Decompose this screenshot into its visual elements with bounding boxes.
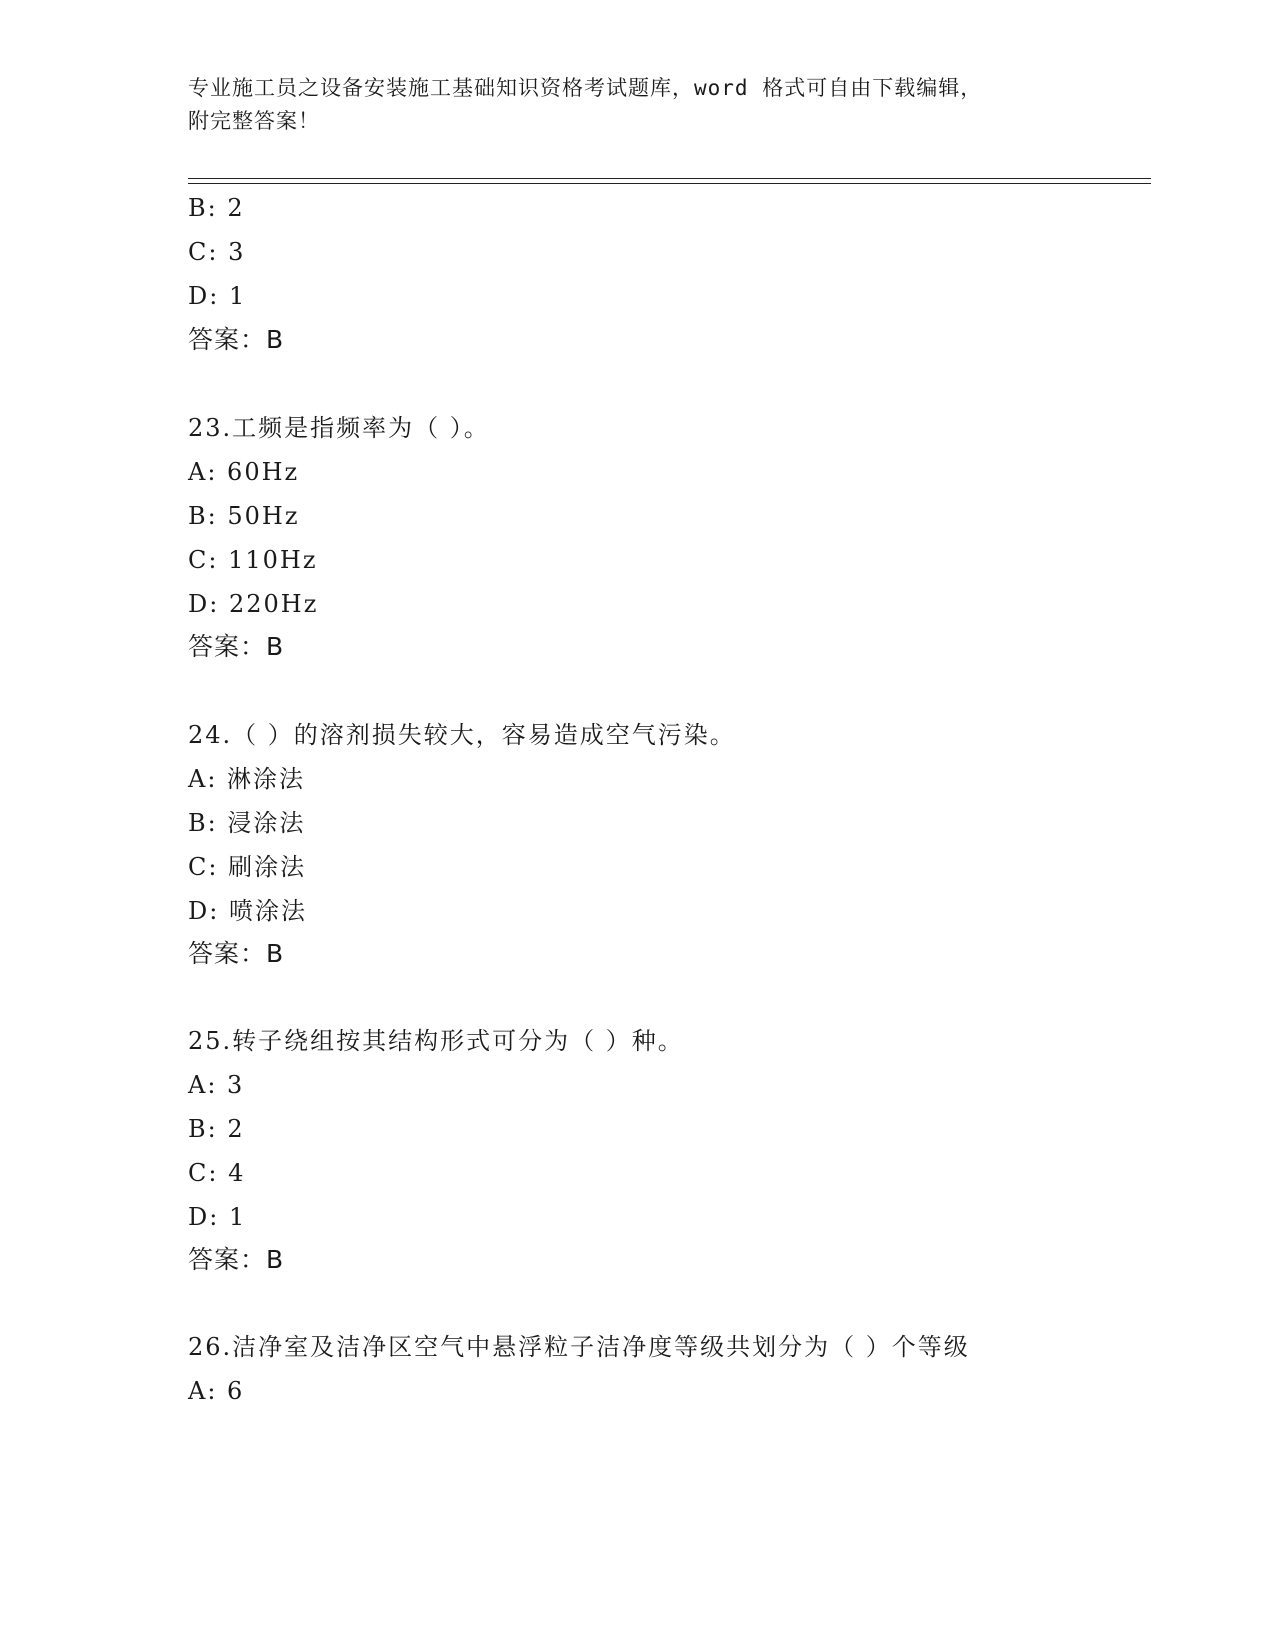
q24-option-d: D: 喷涂法 [188,897,307,925]
q22-option-c: C: 3 [188,238,246,266]
q22-option-b: B: 2 [188,194,245,222]
document-header [188,72,1088,138]
q24-option-c: C: 刷涂法 [188,853,307,881]
q24-answer: 答案：B [188,939,285,968]
q25-option-a: A: 3 [188,1071,245,1099]
q24-stem: 24.（ ）的溶剂损失较大，容易造成空气污染。 [188,721,736,749]
q23-option-a: A: 60Hz [188,458,300,486]
q25-option-c: C: 4 [188,1159,246,1187]
header-divider-top [188,178,1151,179]
q25-option-b: B: 2 [188,1115,245,1143]
header-line-1: 专业施工员之设备安装施工基础知识资格考试题库，word 格式可自由下载编辑， [188,76,983,100]
q26-stem: 26.洁净室及洁净区空气中悬浮粒子洁净度等级共划分为（ ）个等级 [188,1333,970,1361]
q23-option-d: D: 220Hz [188,590,319,618]
q25-answer: 答案：B [188,1245,285,1274]
q23-stem: 23.工频是指频率为（ ）。 [188,414,490,442]
q23-option-b: B: 50Hz [188,502,300,530]
header-line-2: 附完整答案！ [188,109,320,133]
q26-option-a: A: 6 [188,1377,245,1405]
q22-option-d: D: 1 [188,282,247,310]
header-divider-bottom [188,183,1151,184]
q25-option-d: D: 1 [188,1203,247,1231]
q25-stem: 25.转子绕组按其结构形式可分为（ ）种。 [188,1027,684,1055]
q23-answer: 答案：B [188,632,285,661]
q24-option-b: B: 浸涂法 [188,809,306,837]
q22-answer: 答案：B [188,325,285,354]
q23-option-c: C: 110Hz [188,546,318,574]
q24-option-a: A: 淋涂法 [188,765,306,793]
